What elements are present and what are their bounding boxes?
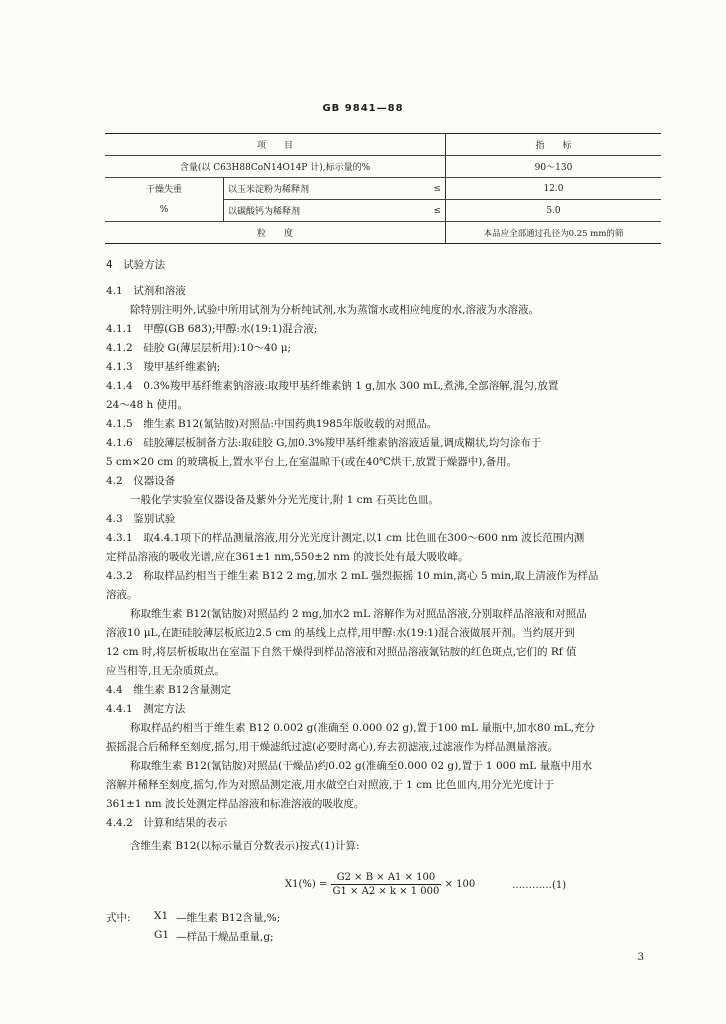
paragraph-line: 振摇混合后稀释至刻度,摇匀,用干燥滤纸过滤(必要时离心),弃去初滤液,过滤液作为样品测量溶液。 <box>106 741 559 753</box>
cell-mark: ≤ <box>407 178 446 200</box>
cell-value: 90～130 <box>446 156 662 178</box>
formula-tail: × 100 <box>444 879 476 890</box>
spec-table <box>105 133 661 244</box>
paragraph-line: 定样品溶液的吸收光谱,应在361±1 nm,550±2 nm 的波长处有最大吸收峰。 <box>106 551 469 563</box>
col-index-header: 指 标 <box>446 134 662 156</box>
cell-value: 5.0 <box>446 200 662 222</box>
where-symbol: G1 <box>154 929 170 941</box>
paragraph-line: 4.1.6 硅胶薄层板制备方法:取硅胶 G,加0.3%羧甲基纤维素钠溶液适量,调成糊状,均匀涂布于 <box>106 437 542 449</box>
formula-lhs: X1(%) = <box>285 879 328 890</box>
standard-header: GB 9841—88 <box>322 103 404 114</box>
equation-number: …………(1) <box>512 880 567 891</box>
where-desc: —样品干燥品重量,g; <box>176 931 274 943</box>
page-number: 3 <box>637 952 644 963</box>
paragraph-line: 4.1.4 0.3%羧甲基纤维素钠溶液:取羧甲基纤维素钠 1 g,加水 300 mL,煮沸,全部溶解,混匀,放置 <box>106 380 559 392</box>
paragraph-line: 含维生素 B12(以标示量百分数表示)按式(1)计算: <box>130 840 360 852</box>
table-header-row <box>105 134 661 156</box>
cell-mark: ≤ <box>407 200 446 222</box>
table-row <box>105 222 661 244</box>
where-intro: 式中: <box>106 912 131 924</box>
formula-fraction <box>331 872 442 897</box>
col-item-header: 项 目 <box>105 134 446 156</box>
paragraph-line: 称取维生素 B12(氰钴胺)对照品(干燥品)约0.02 g(准确至0.000 02 g),置于 1 000 mL 量瓶中用水 <box>130 760 593 772</box>
subsection-heading: 4.2 仪器设备 <box>106 475 176 487</box>
cell-value: 本品应全部通过孔径为0.25 mm的筛 <box>446 222 662 244</box>
cell-group <box>105 178 224 200</box>
table-row <box>105 156 661 178</box>
paragraph-line: 4.3.1 取4.4.1项下的样品测量溶液,用分光光度计测定,以1 cm 比色皿在300～600 nm 波长范围内测 <box>106 532 585 544</box>
cell-item: 含量(以 C63H88CoN14O14P 计),标示量的% <box>105 156 446 178</box>
paragraph-line: 361±1 nm 波长处测定样品溶液和标准溶液的吸收度。 <box>106 798 365 810</box>
cell-group-unit: % <box>105 200 224 222</box>
paragraph-line: 4.3.2 称取样品约相当于维生素 B12 2 mg,加水 2 mL 强烈振摇 10 min,离心 5 min,取上清液作为样品 <box>106 570 599 582</box>
paragraph-line: 称取维生素 B12(氰钴胺)对照品约 2 mg,加水2 mL 溶解作为对照品溶液,分别取样品溶液和对照品 <box>130 608 587 620</box>
section-heading: 4 试验方法 <box>106 259 166 271</box>
formula-denominator: G1 × A2 × k × 1 000 <box>332 886 440 897</box>
subsection-heading: 4.4.2 计算和结果的表示 <box>106 817 228 829</box>
subsection-heading: 4.1 试剂和溶液 <box>106 285 186 297</box>
cell-sub: 以碳酸钙为稀释剂 <box>224 200 408 222</box>
subsection-heading: 4.4 维生素 B12含量测定 <box>106 684 232 696</box>
cell-sub: 以玉米淀粉为稀释剂 <box>224 178 408 200</box>
paragraph-line: 溶解并稀释至刻度,摇匀,作为对照品测定液,用水做空白对照液,于 1 cm 比色皿内,用分光光度计于 <box>106 779 555 791</box>
subsection-heading: 4.4.1 测定方法 <box>106 703 186 715</box>
where-symbol: X1 <box>154 910 169 922</box>
paragraph-line: 溶液。 <box>106 589 138 601</box>
paragraph-line: 4.1.1 甲醇(GB 683);甲醇:水(19:1)混合液; <box>106 323 318 335</box>
where-desc: —维生素 B12含量,%; <box>176 912 281 924</box>
paragraph-line: 应当相等,且无杂质斑点。 <box>106 665 225 677</box>
paragraph-line: 一般化学实验室仪器设备及紫外分光光度计,附 1 cm 石英比色皿。 <box>130 494 439 506</box>
table-row <box>105 200 661 222</box>
paragraph-line: 4.1.2 硅胶 G(薄层层析用):10～40 μ; <box>106 342 292 354</box>
cell-value: 12.0 <box>446 178 662 200</box>
paragraph-line: 5 cm×20 cm 的玻璃板上,置水平台上,在室温晾干(或在40℃烘干,放置于燥器中),备用。 <box>106 456 518 468</box>
group-label: 干燥失重 <box>145 185 182 196</box>
formula-1 <box>285 872 475 897</box>
paragraph-line: 溶液10 μL,在距硅胶薄层板底边2.5 cm 的基线上点样,用甲醇:水(19:1)混合液做展开剂。当约展开到 <box>106 627 575 639</box>
paragraph-line: 称取样品约相当于维生素 B12 0.002 g(准确至 0.000 02 g),置于100 mL 量瓶中,加水80 mL,充分 <box>130 722 596 734</box>
paragraph-line: 除特别注明外,试验中所用试剂为分析纯试剂,水为蒸馏水或相应纯度的水,溶液为水溶液。 <box>130 304 540 316</box>
paragraph-line: 4.1.5 维生素 B12(氰钴胺)对照品:中国药典1985年版收载的对照品。 <box>106 418 438 430</box>
cell-item: 粒 度 <box>105 222 446 244</box>
formula-numerator: G2 × B × A1 × 100 <box>331 872 442 885</box>
table-row <box>105 178 661 200</box>
paragraph-line: 4.1.3 羧甲基纤维素钠; <box>106 361 221 373</box>
paragraph-line: 12 cm 时,将层析板取出在室温下自然干燥得到样品溶液和对照品溶液氰钴胺的红色斑点,它们的 Rf 值 <box>106 646 577 658</box>
subsection-heading: 4.3 鉴别试验 <box>106 513 176 525</box>
paragraph-line: 24～48 h 使用。 <box>106 399 189 411</box>
